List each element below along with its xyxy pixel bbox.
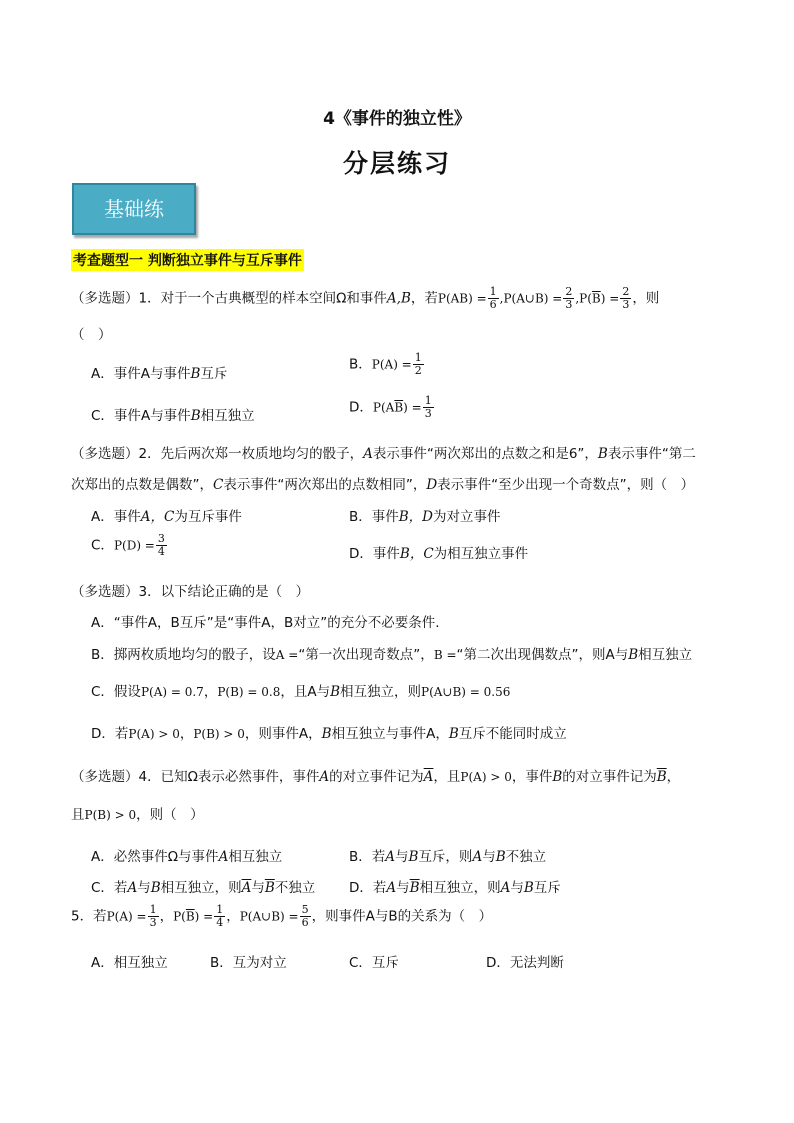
q1-paren: （ ） [71,327,112,343]
fraction: $\frac{1}{3}$ [424,394,432,420]
fraction: $\frac{2}{3}$ [622,285,630,311]
fraction: $\frac{1}{3}$ [149,903,157,929]
level-tag: 基础练 [72,183,196,235]
q4-option-c: C．若A与B相互独立，则$\overline{A}$与$\overline{B}$不独立 [91,880,316,896]
q4-stem-line2: 且P(B) > 0，则（ ） [71,807,204,823]
section-heading: 考查题型一 判断独立事件与互斥事件 [71,249,304,271]
q5-option-a: A．相互独立 [91,955,168,971]
fraction: $\frac{1}{6}$ [489,285,497,311]
q2-option-a: A．事件A，C为互斥事件 [91,509,242,525]
q1-option-b: B．P(A) = $\frac{1}{2}$ [349,351,422,377]
q5-option-c: C．互斥 [349,955,399,971]
q5-stem: 5．若P(A) = $\frac{1}{3}$ ，$P(\overline{B})$ = $\frac{1}{4}$ ，P(A∪B) = $\frac{5}{6}$ ，则事件A与B的关系为（ ） [71,903,493,929]
document-subtitle: 分层练习 [342,149,451,178]
q1-option-d: D．$P(A\overline{B})$ = $\frac{1}{3}$ [349,394,432,420]
fraction: $\frac{1}{4}$ [216,903,224,929]
q5-option-b: B．互为对立 [210,955,287,971]
q2-option-d: D．事件B，C为相互独立事件 [349,546,529,562]
q2-stem-line1: （多选题）2．先后两次郑一枚质地均匀的骰子，A表示事件“两次郑出的点数之和是6”，B表示事件“第二 [71,446,696,462]
q4-stem-line1: （多选题）4．已知Ω表示必然事件，事件A的对立事件记为$\overline{A}$，且P(A) > 0，事件B的对立事件记为$\overline{B}$， [71,769,681,785]
q1-option-c: C．事件A与事件B相互独立 [91,408,255,424]
q3-option-b: B．掷两枚质地均匀的骰子，设A =“第一次出现奇数点”，B =“第二次出现偶数点”，则A与B相互独立 [91,647,693,663]
q3-stem: （多选题）3．以下结论正确的是（ ） [71,584,310,600]
q1-option-a: A．事件A与事件B互斥 [91,366,228,382]
q4-option-b: B．若A与B互斥，则A与B不独立 [349,849,547,865]
q2-stem-line2: 次郑出的点数是偶数”，C表示事件“两次郑出的点数相同”，D表示事件“至少出现一个奇数点”，则（ ） [71,477,695,493]
q4-option-d: D．若A与$\overline{B}$相互独立，则A与B互斥 [349,880,561,896]
q3-option-a: A．“事件A，B互斥”是“事件A，B对立”的充分不必要条件. [91,615,440,631]
fraction: $\frac{3}{4}$ [157,532,165,558]
q5-option-d: D．无法判断 [486,955,564,971]
q3-option-c: C．假设P(A) = 0.7，P(B) = 0.8，且A与B相互独立，则P(A∪B) = 0.56 [91,684,511,700]
fraction: $\frac{2}{3}$ [565,285,573,311]
document-title: 4《事件的独立性》 [323,109,471,129]
q2-option-c: C．P(D) = $\frac{3}{4}$ [91,532,165,558]
q2-option-b: B．事件B，D为对立事件 [349,509,501,525]
q3-option-d: D．若P(A) > 0，P(B) > 0，则事件A，B相互独立与事件A，B互斥不能同时成立 [91,726,567,742]
fraction: $\frac{5}{6}$ [301,903,309,929]
q4-option-a: A．必然事件Ω与事件A相互独立 [91,849,283,865]
fraction: $\frac{1}{2}$ [414,351,422,377]
q1-stem: （多选题）1．对于一个古典概型的样本空间Ω和事件A,B，若P(AB) = $\frac{1}{6}$ ,P(A∪B) = $\frac{2}{3}$ $,P(\overline{B})$ = $\frac{2}{3}$ ，则 [71,285,660,311]
